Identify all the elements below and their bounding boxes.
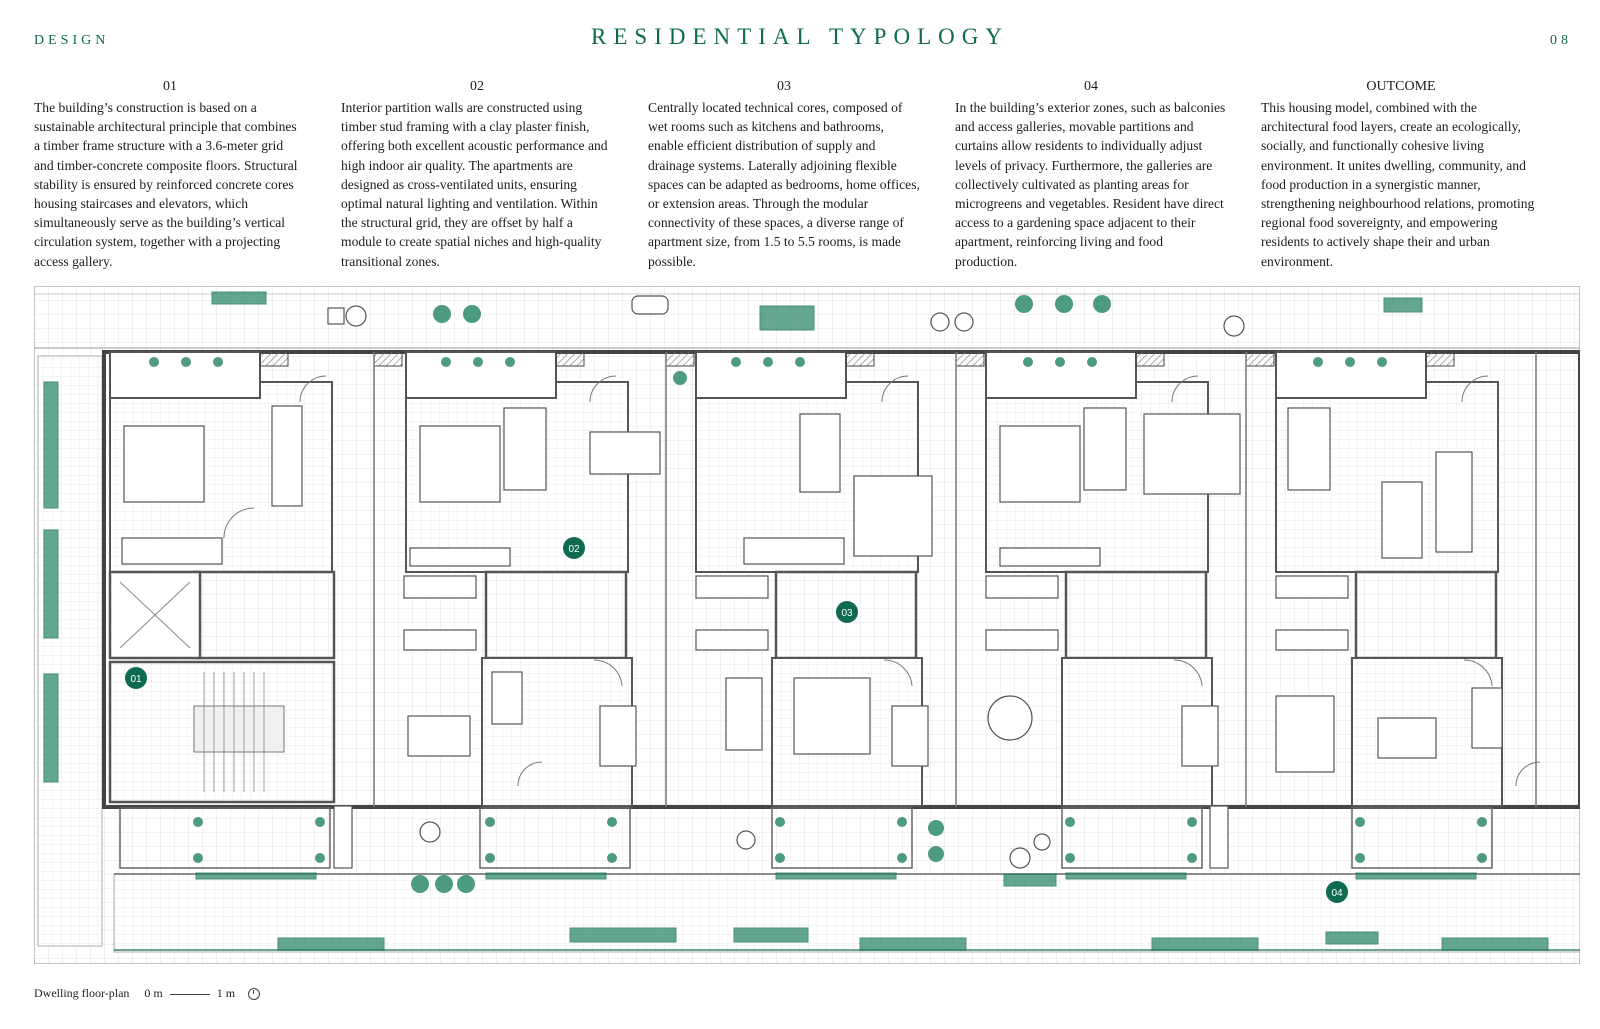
column-text: The building’s construction is based on a sustainable architectural principle that combines a timber frame structure with a 3.6-meter grid and timber-concrete composite floors. Structural stability is ensured by reinforced concrete cores housing staircases and elevators, which simultaneously serve as the building’s vertical circulation system, together with a projecting access gallery. xyxy=(34,100,298,269)
scale-start-label: 0 m xyxy=(144,986,163,1000)
column-text: Interior partition walls are constructed using timber stud framing with a clay plaster finish, offering both excellent acoustic performance and high indoor air quality. The apartments are designed as cross-ventilated units, ensuring optimal natural lighting and ventilation. Within the structural grid, they are offset by half a module to create spatial niches and high-quality transitional zones. xyxy=(341,100,608,269)
column-text: Centrally located technical cores, composed of wet rooms such as kitchens and bathrooms, enable efficient distribution of supply and drainage systems. Laterally adjoining flexible spaces can be adapted as bedrooms, home offices, or extension areas. Through the modular connectivity of these spaces, a diverse range of apartment size, from 1.5 to 5.5 rooms, is made possible. xyxy=(648,100,920,269)
column-04 xyxy=(955,78,1227,271)
svg-text:01: 01 xyxy=(130,674,142,685)
column-03 xyxy=(648,78,920,271)
column-02 xyxy=(341,78,613,271)
column-outcome xyxy=(1261,78,1541,271)
plan-footer xyxy=(34,986,260,1001)
svg-text:04: 04 xyxy=(1331,888,1343,899)
column-number: OUTCOME xyxy=(1366,79,1436,94)
column-text: In the building’s exterior zones, such as balconies and access galleries, movable partitions and curtains allow residents to individually adjust levels of privacy. Furthermore, the galleries are collectively cultivated as planting areas for microgreens and vegetables. Resident have direct access to a gardening space adjacent to their apartment, reinforcing living and food production. xyxy=(955,100,1226,269)
header-section-label: DESIGN xyxy=(34,33,110,48)
page-number: 08 xyxy=(1550,33,1572,48)
column-text: This housing model, combined with the architectural food layers, create an ecologically, socially, and functionally cohesive living environment. It unites dwelling, community, and food production in a synergistic manner, strengthening neighbourhood relations, promoting regional food sovereignty, and empowering residents to actively shape their and urban environment. xyxy=(1261,100,1535,269)
marker-03 xyxy=(836,601,858,623)
page-title: RESIDENTIAL TYPOLOGY xyxy=(591,24,1009,49)
svg-text:03: 03 xyxy=(841,608,853,619)
scale-bar xyxy=(170,994,210,995)
column-number: 01 xyxy=(163,79,177,94)
plan-caption: Dwelling floor-plan xyxy=(34,986,130,1000)
scale-end-label: 1 m xyxy=(216,986,236,1000)
marker-01 xyxy=(125,667,147,689)
column-number: 03 xyxy=(777,79,791,94)
floor-plan-drawing xyxy=(34,286,1580,964)
text-columns xyxy=(34,78,1579,278)
marker-04 xyxy=(1326,881,1348,903)
column-01 xyxy=(34,78,306,271)
column-number: 02 xyxy=(470,79,484,94)
marker-02 xyxy=(563,537,585,559)
svg-text:02: 02 xyxy=(568,544,580,555)
north-arrow-icon xyxy=(248,988,260,1000)
column-number: 04 xyxy=(1084,79,1098,94)
